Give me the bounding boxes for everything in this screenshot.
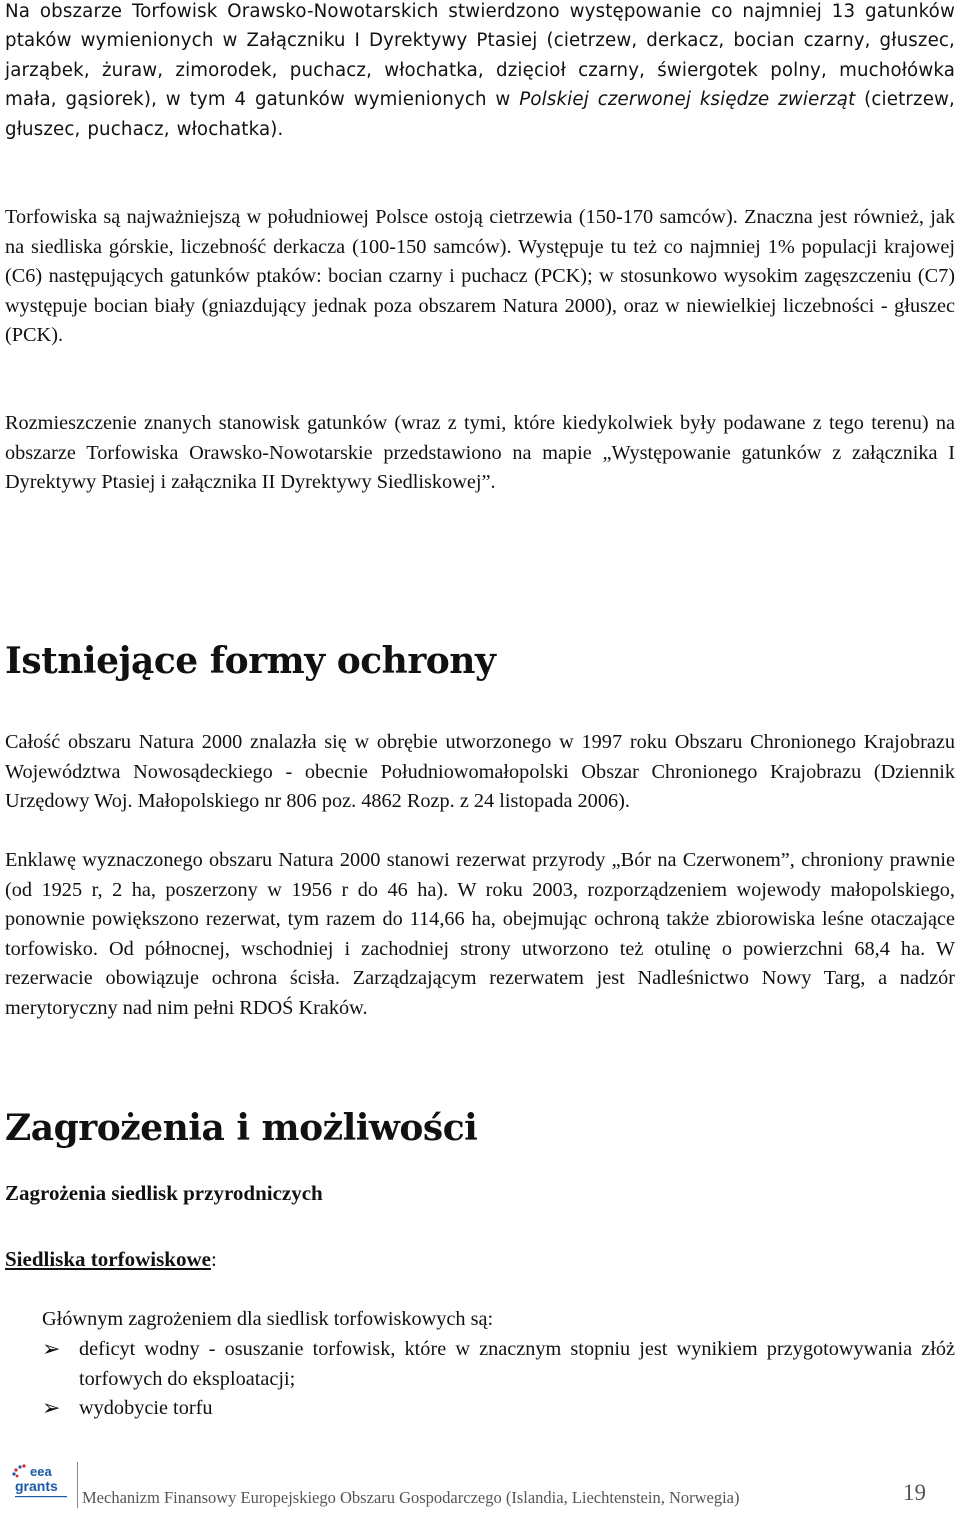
footer-text: Mechanizm Finansowy Europejskiego Obszaru Gospodarczego (Islandia, Liechtenstein, Norwegia) xyxy=(82,1488,740,1507)
footer-divider xyxy=(77,1462,78,1508)
subheading-habitat-threats: Zagrożenia siedlisk przyrodniczych xyxy=(5,1181,323,1205)
paragraph-text: (cietrzew, głuszec, puchacz, włochatka). xyxy=(5,89,955,140)
subheading-label: Siedliska torfowiskowe xyxy=(5,1247,211,1271)
arrow-bullet-icon: ➢ xyxy=(42,1337,61,1362)
list-item xyxy=(5,1335,955,1394)
threats-list xyxy=(5,1335,955,1424)
paragraph-text: Na obszarze Torfowisk Orawsko-Nowotarskich stwierdzono występowanie co najmniej 13 gatunków ptaków wymienionych w Załączniku I Dyrektywy Ptasiej (cietrzew, derkacz, bocian czarny, głuszec, jarząbek, żuraw, zimorodek, puchacz, włochatka, dzięcioł czarny, świergotek polny, muchołówka mała, gąsiorek), w tym 4 gatunków wymienionych w xyxy=(5,1,955,111)
logo-stars-icon xyxy=(12,1464,25,1477)
heading-threats-opportunities: Zagrożenia i możliwości xyxy=(5,1107,478,1149)
threats-intro: Głównym zagrożeniem dla siedlisk torfowiskowych są: xyxy=(42,1308,494,1330)
page-number: 19 xyxy=(903,1480,926,1505)
logo-text-top: eea xyxy=(30,1464,52,1479)
book-title-italic: Polskiej czerwonej księdze zwierząt xyxy=(519,89,856,111)
heading-existing-protection: Istniejące formy ochrony xyxy=(5,640,496,682)
eea-grants-logo xyxy=(10,1463,74,1503)
list-item-text: deficyt wodny - osuszanie torfowisk, które w znacznym stopniu jest wynikiem przygotowywania złóż torfowych do eksploatacji; xyxy=(79,1338,955,1390)
paragraph-peatland-refuge: Torfowiska są najważniejszą w południowej Polsce ostoją cietrzewia (150-170 samców). Znaczna jest również, jak na siedliska górskie, liczebność derkacza (100-150 samców). Występuje tu też co najmniej 1% populacji krajowej (C6) następujących gatunków ptaków: bocian czarny i puchacz (PCK); w stosunkowo wysokim zagęszczeniu (C7) występuje bocian biały (gniazdujący jednak poza obszarem Natura 2000), oraz w niewielkiej liczebności - głuszec (PCK). xyxy=(5,206,955,347)
list-item xyxy=(5,1394,955,1424)
logo-text-bottom: grants xyxy=(15,1478,58,1494)
paragraph-nature-reserve: Enklawę wyznaczonego obszaru Natura 2000 stanowi rezerwat przyrody „Bór na Czerwonem”, chroniony prawnie (od 1925 r, 2 ha, poszerzony w 1956 r do 46 ha). W roku 2003, rozporządzeniem wojewody małopolskiego, ponownie powiększono rezerwat, tym razem do 114,66 ha, obejmując ochroną także zbiorowiska leśne otaczające torfowisko. Od północnej, wschodniej i zachodniej strony utworzono też otulinę o powierzchni 68,4 ha. W rezerwacie obowiązuje ochrona ścisła. Zarządzającym rezerwatem jest Nadleśnictwo Nowy Targ, a nadzór merytoryczny nad nim pełni RDOŚ Kraków. xyxy=(5,849,955,1019)
paragraph-bird-species xyxy=(5,0,955,144)
subheading-peatland-habitats xyxy=(5,1247,217,1272)
list-item-text: wydobycie torfu xyxy=(79,1397,213,1420)
paragraph-protected-landscape: Całość obszaru Natura 2000 znalazła się w obrębie utworzonego w 1997 roku Obszaru Chronionego Krajobrazu Województwa Nowosądeckiego - obecnie Południowomałopolski Obszar Chronionego Krajobrazu (Dziennik Urzędowy Woj. Małopolskiego nr 806 poz. 4862 Rozp. z 24 listopada 2006). xyxy=(5,731,955,813)
logo-underline xyxy=(15,1496,67,1497)
paragraph-distribution-map: Rozmieszczenie znanych stanowisk gatunków (wraz z tymi, które kiedykolwiek były podawane z tego terenu) na obszarze Torfowiska Orawsko-Nowotarskie przedstawiono na mapie „Występowanie gatunków z załącznika I Dyrektywy Ptasiej i załącznika II Dyrektywy Siedliskowej”. xyxy=(5,412,955,494)
subheading-colon: : xyxy=(210,1247,217,1271)
arrow-bullet-icon: ➢ xyxy=(42,1396,61,1422)
